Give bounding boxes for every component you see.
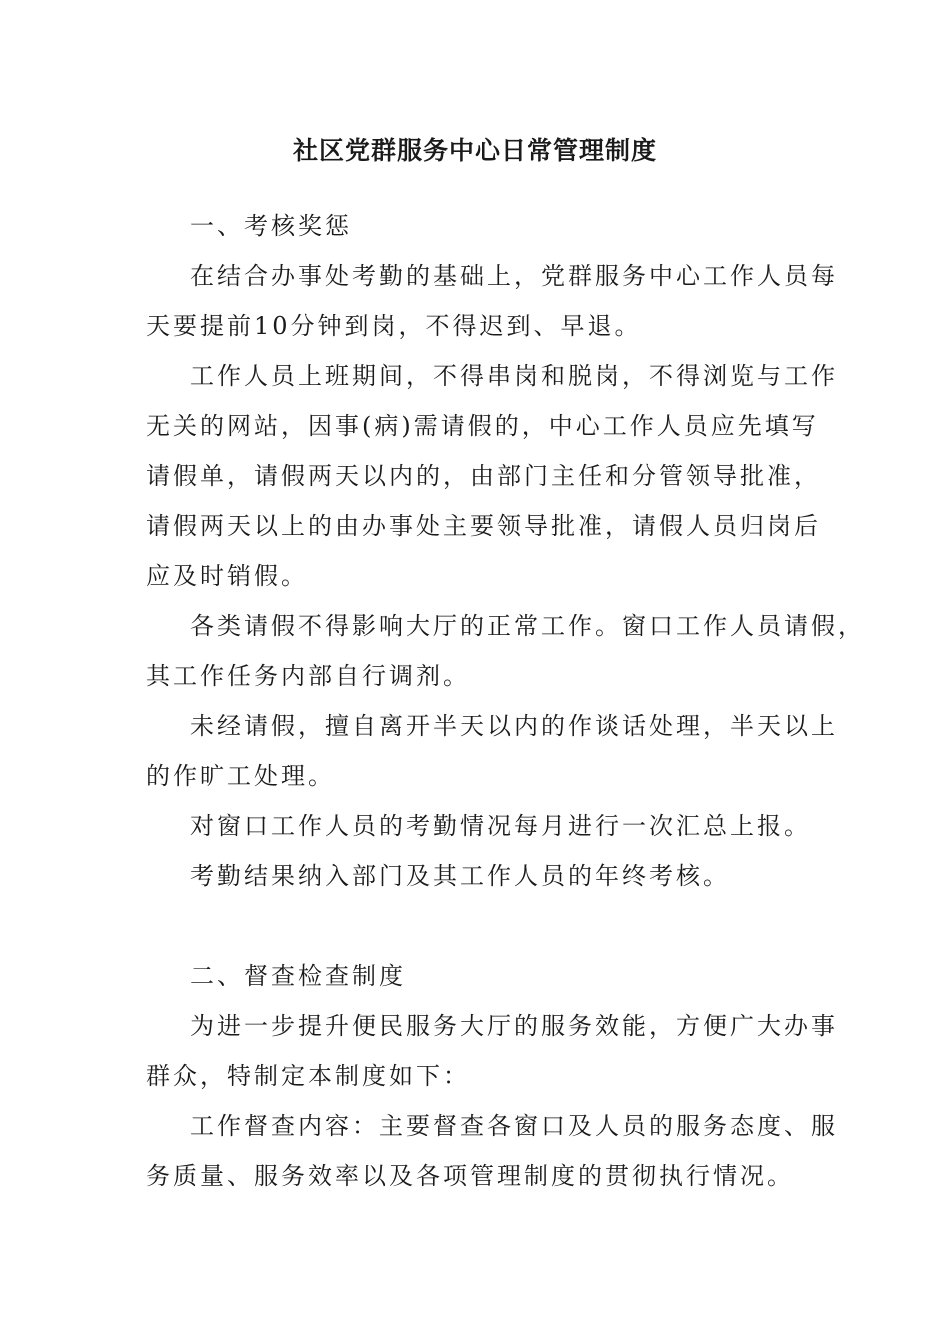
paragraph-line: 工作人员上班期间，不得串岗和脱岗，不得浏览与工作 [190,362,838,390]
paragraph-line: 其工作任务内部自行调剂。 [146,662,470,690]
paragraph-line: 在结合办事处考勤的基础上，党群服务中心工作人员每 [190,262,838,290]
paragraph-line: 无关的网站，因事(病)需请假的，中心工作人员应先填写 [146,412,819,440]
paragraph-line: 群众，特制定本制度如下： [146,1062,470,1090]
paragraph-line: 天要提前10分钟到岗，不得迟到、早退。 [146,312,642,340]
paragraph-line: 各类请假不得影响大厅的正常工作。窗口工作人员请假， [190,612,865,640]
paragraph-line: 未经请假，擅自离开半天以内的作谈话处理，半天以上 [190,712,838,740]
paragraph-line: 务质量、服务效率以及各项管理制度的贯彻执行情况。 [146,1162,794,1190]
paragraph-line: 应及时销假。 [146,562,308,590]
paragraph-line: 为进一步提升便民服务大厅的服务效能，方便广大办事 [190,1012,838,1040]
paragraph-line: 的作旷工处理。 [146,762,335,790]
paragraph-line: 对窗口工作人员的考勤情况每月进行一次汇总上报。 [190,812,811,840]
section-heading-inspection: 二、督查检查制度 [190,962,406,990]
paragraph-line: 工作督查内容：主要督查各窗口及人员的服务态度、服 [190,1112,838,1140]
paragraph-line: 考勤结果纳入部门及其工作人员的年终考核。 [190,862,730,890]
paragraph-line: 请假单，请假两天以内的，由部门主任和分管领导批准， [146,462,821,490]
paragraph-line: 请假两天以上的由办事处主要领导批准，请假人员归岗后 [146,512,821,540]
section-heading-assessment: 一、考核奖惩 [190,212,352,240]
document-title: 社区党群服务中心日常管理制度 [292,136,657,165]
